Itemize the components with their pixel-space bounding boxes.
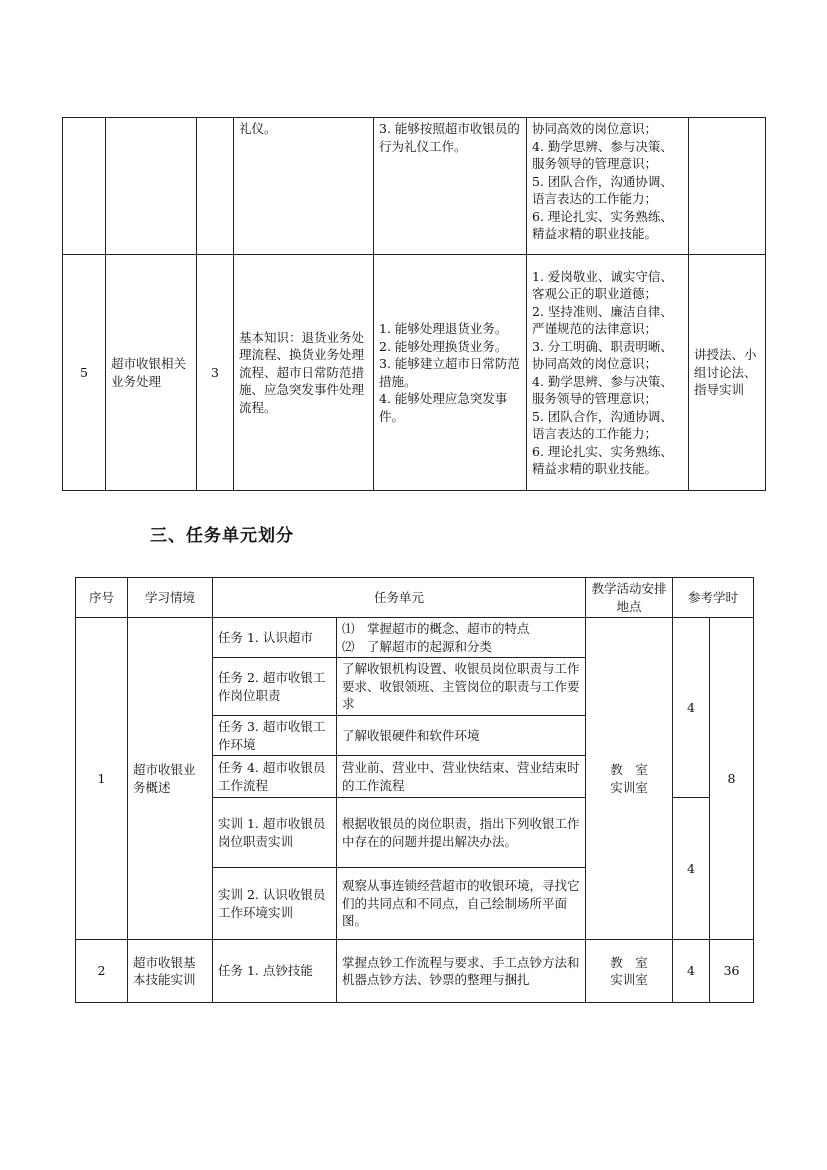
cell-method: 讲授法、小组讨论法、 指导实训 bbox=[689, 255, 766, 491]
cell-no: 2 bbox=[76, 940, 128, 1003]
ability-item: 3. 能够建立超市日常防范措施。 bbox=[379, 356, 520, 389]
cell-task: 任务 3. 超市收银工作环境 bbox=[213, 716, 337, 756]
section-title: 三、任务单元划分 bbox=[150, 526, 294, 546]
cell-hours: 4 bbox=[673, 618, 710, 798]
cell-ability bbox=[374, 255, 527, 491]
cell-place: 教 室 实训室 bbox=[586, 618, 673, 940]
quality-item: 协同高效的岗位意识； bbox=[532, 121, 658, 136]
cell-total: 36 bbox=[710, 940, 754, 1003]
quality-item: 6. 理论扎实、实务熟练、精益求精的职业技能。 bbox=[532, 208, 673, 241]
table-header-row bbox=[76, 578, 754, 618]
cell-desc: 根据收银员的岗位职责，指出下列收银工作中存在的问题并提出解决办法。 bbox=[337, 798, 586, 868]
quality-item: 5. 团队合作，沟通协调、语言表达的工作能力； bbox=[532, 173, 673, 206]
table-row bbox=[63, 255, 766, 491]
cell-quality bbox=[527, 118, 689, 255]
cell-content: 礼仪。 bbox=[234, 118, 374, 255]
cell-desc: 观察从事连锁经营超市的收银环境，寻找它们的共同点和不同点，自己绘制场所平面图。 bbox=[337, 868, 586, 940]
cell-desc: 掌握点钞工作流程与要求、手工点钞方法和机器点钞方法、钞票的整理与捆扎 bbox=[337, 940, 586, 1003]
cell-desc: 了解收银硬件和软件环境 bbox=[337, 716, 586, 756]
table-row bbox=[76, 940, 754, 1003]
cell-method bbox=[689, 118, 766, 255]
header-place: 教学活动安排地点 bbox=[586, 578, 673, 618]
cell-task: 任务 2. 超市收银工作岗位职责 bbox=[213, 658, 337, 716]
table-row bbox=[63, 118, 766, 255]
quality-item: 4. 勤学思辨、参与决策、服务领导的管理意识； bbox=[532, 373, 673, 406]
desc-item: ⑴ 掌握超市的概念、超市的特点 bbox=[342, 621, 530, 636]
cell-desc bbox=[337, 618, 586, 658]
header-hours: 参考学时 bbox=[673, 578, 754, 618]
header-unit: 任务单元 bbox=[213, 578, 586, 618]
cell-ability: 3. 能够按照超市收银员的行为礼仪工作。 bbox=[374, 118, 527, 255]
task-unit-table bbox=[75, 577, 754, 1003]
ability-item: 4. 能够处理应急突发事件。 bbox=[379, 391, 508, 424]
quality-item: 1. 爱岗敬业、诚实守信、客观公正的职业道德； bbox=[532, 268, 673, 301]
cell-no: 5 bbox=[63, 255, 106, 491]
cell-no bbox=[63, 118, 106, 255]
cell-name bbox=[106, 118, 197, 255]
cell-task: 任务 1. 点钞技能 bbox=[213, 940, 337, 1003]
desc-item: ⑵ 了解超市的起源和分类 bbox=[342, 638, 493, 654]
quality-item: 5. 团队合作，沟通协调、语言表达的工作能力； bbox=[532, 408, 673, 441]
quality-item: 4. 勤学思辨、参与决策、服务领导的管理意识； bbox=[532, 138, 673, 171]
cell-task: 实训 1. 超市收银员岗位职责实训 bbox=[213, 798, 337, 868]
quality-item: 2. 坚持准则、廉洁自律、严谨规范的法律意识； bbox=[532, 303, 673, 336]
cell-name: 超市收银相关业务处理 bbox=[106, 255, 197, 491]
cell-no: 1 bbox=[76, 618, 128, 940]
cell-task: 任务 1. 认识超市 bbox=[213, 618, 337, 658]
cell-hours bbox=[197, 118, 234, 255]
cell-hours: 4 bbox=[673, 940, 710, 1003]
cell-desc: 营业前、营业中、营业快结束、营业结束时的工作流程 bbox=[337, 756, 586, 798]
cell-total: 8 bbox=[710, 618, 754, 940]
quality-item: 6. 理论扎实、实务熟练、精益求精的职业技能。 bbox=[532, 443, 673, 476]
header-situation: 学习情境 bbox=[128, 578, 213, 618]
cell-quality bbox=[527, 255, 689, 491]
header-no: 序号 bbox=[76, 578, 128, 618]
quality-item: 3. 分工明确、职责明晰、协同高效的岗位意识； bbox=[532, 338, 673, 371]
cell-situation: 超市收银业务概述 bbox=[128, 618, 213, 940]
cell-task: 实训 2. 认识收银员工作环境实训 bbox=[213, 868, 337, 940]
cell-hours: 3 bbox=[197, 255, 234, 491]
module-table bbox=[62, 117, 766, 491]
cell-hours: 4 bbox=[673, 798, 710, 940]
cell-place: 教 室 实训室 bbox=[586, 940, 673, 1003]
cell-situation: 超市收银基本技能实训 bbox=[128, 940, 213, 1003]
cell-desc: 了解收银机构设置、收银员岗位职责与工作要求、收银领班、主管岗位的职责与工作要求 bbox=[337, 658, 586, 716]
cell-task: 任务 4. 超市收银员工作流程 bbox=[213, 756, 337, 798]
cell-content: 基本知识：退货业务处理流程、换货业务处理流程、超市日常防范措施、应急突发事件处理流程。 bbox=[234, 255, 374, 491]
ability-item: 1. 能够处理退货业务。 bbox=[379, 321, 508, 336]
table-row bbox=[76, 618, 754, 658]
ability-item: 2. 能够处理换货业务。 bbox=[379, 338, 508, 354]
